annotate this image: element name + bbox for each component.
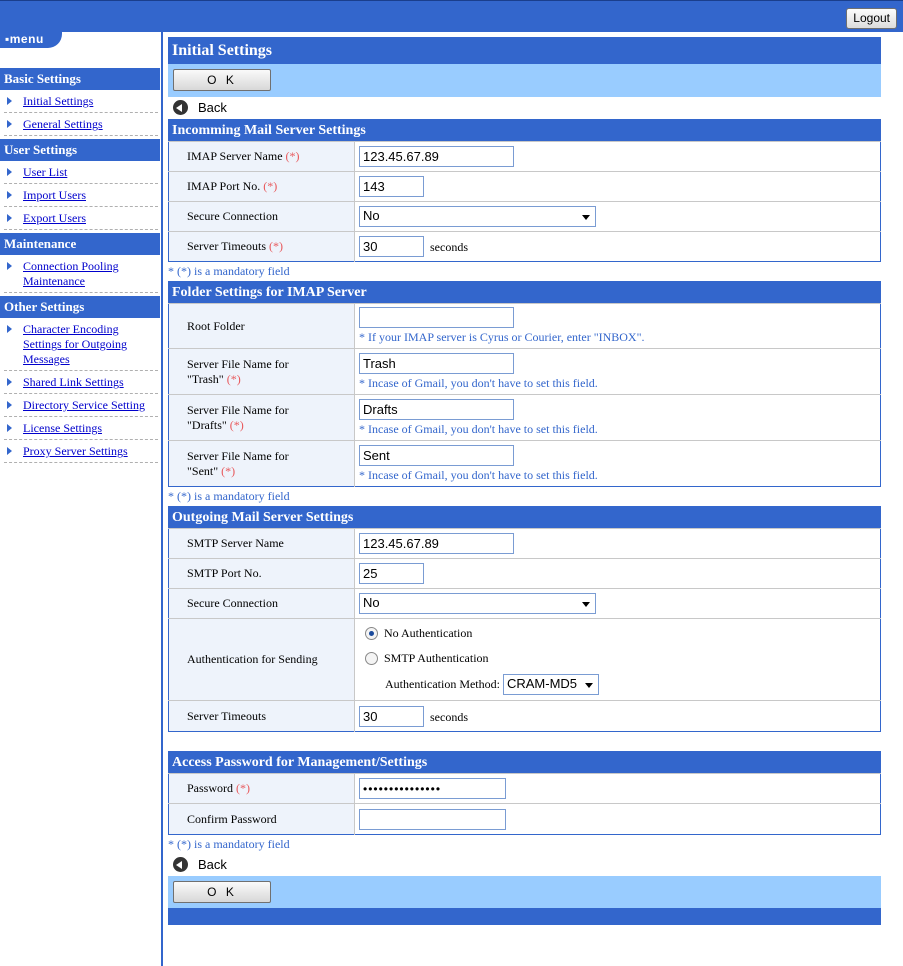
mandatory-note: * (*) is a mandatory field (168, 837, 290, 851)
imap-server-name-input[interactable] (359, 146, 514, 167)
auth-method-row (365, 670, 879, 698)
no-auth-option[interactable]: No Authentication (365, 622, 879, 646)
license-settings-link[interactable]: License Settings (23, 421, 102, 435)
main-content (168, 37, 881, 925)
footer-bar (168, 908, 881, 925)
chevron-down-icon (582, 602, 590, 607)
incoming-timeout-input[interactable] (359, 236, 424, 257)
user-list-link[interactable]: User List (23, 165, 68, 179)
incoming-settings-table (168, 141, 881, 262)
confirm-password-label: Confirm Password (169, 804, 355, 835)
smtp-server-name-label: SMTP Server Name (169, 529, 355, 559)
sidebar (0, 48, 160, 466)
confirm-password-input[interactable] (359, 809, 506, 830)
sidebar-item-initial-settings (4, 93, 158, 113)
smtp-server-name-input[interactable] (359, 533, 514, 554)
ok-button-bottom[interactable]: O K (173, 881, 271, 903)
initial-settings-link[interactable]: Initial Settings (23, 94, 94, 108)
drafts-folder-input[interactable] (359, 399, 514, 420)
sidebar-item-character-encoding (4, 321, 158, 371)
sidebar-item-proxy-server (4, 443, 158, 463)
access-password-table (168, 773, 881, 835)
proxy-server-link[interactable]: Proxy Server Settings (23, 444, 128, 458)
seconds-label: seconds (430, 240, 468, 254)
sidebar-group-user-settings: User Settings (0, 139, 160, 161)
character-encoding-link[interactable]: Character Encoding Settings for Outgoing Messages (23, 322, 127, 366)
export-users-link[interactable]: Export Users (23, 211, 86, 225)
arrow-right-icon (7, 447, 12, 455)
radio-empty-icon[interactable] (365, 652, 378, 665)
auth-method-select[interactable]: CRAM-MD5 (503, 674, 599, 695)
arrow-right-icon (7, 214, 12, 222)
sidebar-item-general-settings (4, 116, 158, 136)
back-label: Back (198, 857, 227, 872)
arrow-right-icon (7, 191, 12, 199)
arrow-right-icon (7, 120, 12, 128)
drafts-gmail-hint: * Incase of Gmail, you don't have to set this field. (359, 421, 598, 436)
sent-gmail-hint: * Incase of Gmail, you don't have to set this field. (359, 467, 598, 482)
incoming-section-title: Incomming Mail Server Settings (168, 119, 881, 141)
sidebar-item-directory-service (4, 397, 158, 417)
connection-pooling-link[interactable]: Connection Pooling Maintenance (23, 259, 119, 288)
drafts-folder-label: Server File Name for "Drafts" (*) (169, 395, 355, 441)
sidebar-item-license-settings (4, 420, 158, 440)
directory-service-link[interactable]: Directory Service Setting (23, 398, 145, 412)
sidebar-item-connection-pooling (4, 258, 158, 293)
mandatory-note: * (*) is a mandatory field (168, 489, 290, 503)
arrow-right-icon (7, 424, 12, 432)
seconds-label: seconds (430, 709, 468, 724)
incoming-secure-connection-label: Secure Connection (169, 202, 355, 232)
folder-settings-table (168, 303, 881, 487)
smtp-auth-option[interactable]: SMTP Authentication (365, 646, 879, 670)
sent-folder-input[interactable] (359, 445, 514, 466)
sidebar-item-import-users (4, 187, 158, 207)
chevron-down-icon (585, 683, 593, 688)
outgoing-section-title: Outgoing Mail Server Settings (168, 506, 881, 528)
smtp-port-label: SMTP Port No. (169, 559, 355, 589)
sidebar-group-basic-settings: Basic Settings (0, 68, 160, 90)
arrow-right-icon (7, 97, 12, 105)
auth-method-label: Authentication Method: (385, 676, 500, 691)
outgoing-timeout-input[interactable] (359, 706, 424, 727)
auth-sending-label: Authentication for Sending (169, 619, 355, 701)
smtp-port-input[interactable] (359, 563, 424, 584)
sidebar-divider (161, 32, 163, 966)
sidebar-item-shared-link (4, 374, 158, 394)
radio-selected-icon[interactable] (365, 627, 378, 640)
back-arrow-icon (173, 100, 188, 115)
bottom-button-bar (168, 876, 881, 908)
sidebar-group-maintenance: Maintenance (0, 233, 160, 255)
import-users-link[interactable]: Import Users (23, 188, 86, 202)
mandatory-note: * (*) is a mandatory field (168, 264, 290, 278)
back-label: Back (198, 100, 227, 115)
outgoing-settings-table (168, 528, 881, 732)
trash-folder-input[interactable] (359, 353, 514, 374)
shared-link-link[interactable]: Shared Link Settings (23, 375, 124, 389)
menu-tab (0, 32, 62, 48)
access-section-title: Access Password for Management/Settings (168, 751, 881, 773)
sent-folder-label: Server File Name for "Sent" (*) (169, 441, 355, 487)
root-folder-label: Root Folder (169, 304, 355, 349)
arrow-right-icon (7, 325, 12, 333)
trash-folder-label: Server File Name for "Trash" (*) (169, 349, 355, 395)
root-folder-hint: * If your IMAP server is Cyrus or Courier, enter "INBOX". (359, 330, 645, 344)
ok-button-top[interactable]: O K (173, 69, 271, 91)
back-link-bottom[interactable] (172, 854, 881, 876)
sidebar-item-export-users (4, 210, 158, 230)
outgoing-secure-connection-select[interactable]: No (359, 593, 596, 614)
arrow-right-icon (7, 401, 12, 409)
imap-port-label: IMAP Port No. (*) (169, 172, 355, 202)
arrow-right-icon (7, 168, 12, 176)
top-button-bar (168, 64, 881, 97)
imap-port-input[interactable] (359, 176, 424, 197)
password-input[interactable] (359, 778, 506, 799)
logout-button[interactable]: Logout (846, 8, 897, 29)
back-arrow-icon (173, 857, 188, 872)
top-bar (0, 0, 903, 32)
password-label: Password (*) (169, 774, 355, 804)
chevron-down-icon (582, 215, 590, 220)
page-title: Initial Settings (168, 37, 881, 64)
outgoing-secure-connection-label: Secure Connection (169, 589, 355, 619)
incoming-secure-connection-select[interactable]: No (359, 206, 596, 227)
root-folder-input[interactable] (359, 307, 514, 328)
back-link-top[interactable] (172, 97, 881, 119)
arrow-right-icon (7, 378, 12, 386)
general-settings-link[interactable]: General Settings (23, 117, 103, 131)
sidebar-group-other-settings: Other Settings (0, 296, 160, 318)
sidebar-item-user-list (4, 164, 158, 184)
imap-server-name-label: IMAP Server Name (*) (169, 142, 355, 172)
menu-label: ▪menu (5, 32, 44, 46)
arrow-right-icon (7, 262, 12, 270)
trash-gmail-hint: * Incase of Gmail, you don't have to set this field. (359, 375, 598, 390)
folder-section-title: Folder Settings for IMAP Server (168, 281, 881, 303)
incoming-timeout-label: Server Timeouts (*) (169, 232, 355, 262)
outgoing-timeout-label: Server Timeouts (169, 701, 355, 732)
